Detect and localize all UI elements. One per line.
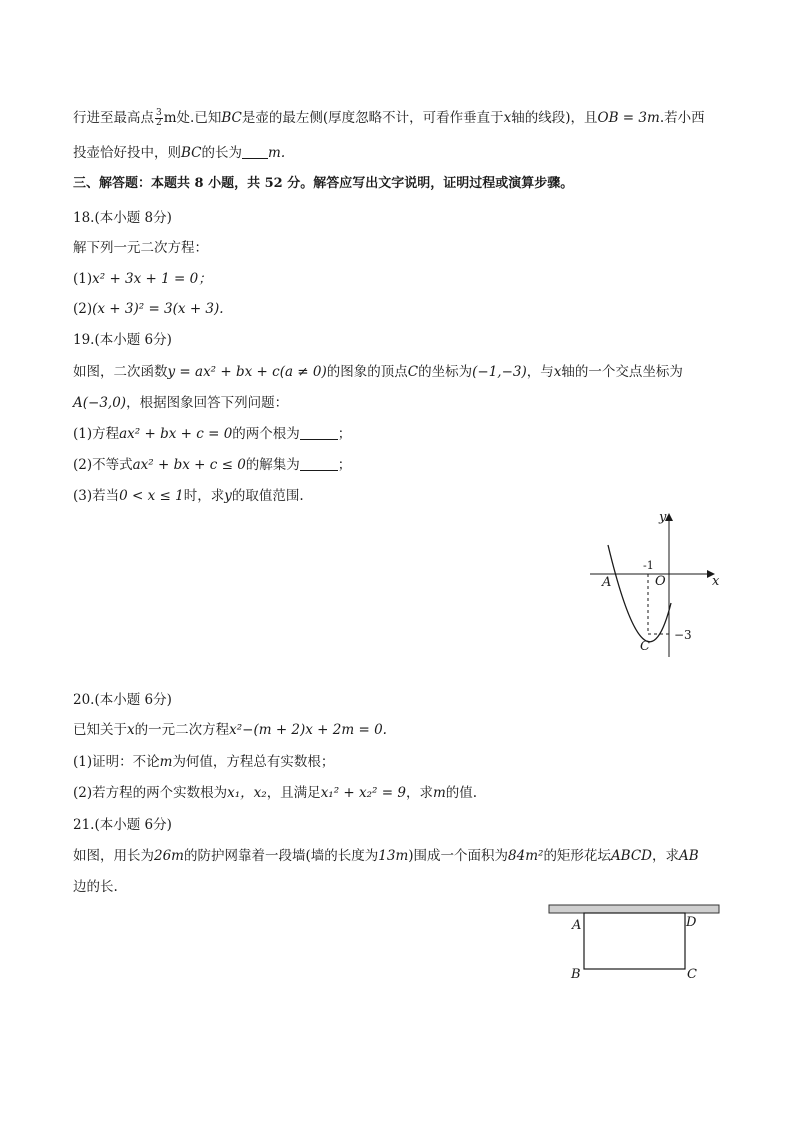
text: 是壶的最左侧(厚度忽略不计，可看作垂直于 [241,110,504,126]
text: 的值. [445,785,478,801]
math: m [432,785,446,801]
point-c-label: C [640,639,650,654]
prev-problem-line-2 [73,143,285,163]
text: .若小西 [659,110,705,126]
text: 的防护网靠着一段墙(墙的长度为 [183,848,379,864]
math: ABCD [610,848,653,864]
text: ，根据图象回答下列问题： [126,395,289,411]
prev-problem-line-1 [73,108,705,128]
q18-heading: 18.(本小题 8分) [73,210,172,226]
answer-blank [300,425,338,440]
math: x [127,722,135,738]
q20-heading: 20.(本小题 6分) [73,692,172,708]
math: x² + 3x + 1 = 0； [92,271,212,287]
parabola-figure [590,505,730,665]
math: ax² + bx + c = 0 [119,426,233,442]
section-header: 三、解答题：本题共 8 小题，共 52 分。解答应写出文字说明，证明过程或演算步骤。 [73,176,574,191]
fraction-denominator: 2 [156,118,162,128]
text: 的两个根为 [232,426,300,442]
q18-part1 [73,269,212,289]
math: 13m [378,848,409,864]
text: ，求 [405,785,433,801]
math: 26m [154,848,184,864]
text: ，与 [526,364,554,380]
tick-neg1: -1 [643,559,654,572]
text: 为何值，方程总有实数根； [172,754,335,770]
math: (x + 3)² = 3(x + 3). [92,301,224,317]
math: m. [268,145,286,161]
text: 轴的线段)，且 [511,110,598,126]
text: 时，求 [183,488,225,504]
math: x₁² + x₂² = 9 [320,785,406,801]
text: (1)证明：不论 [73,754,160,770]
answer-blank [300,456,338,471]
q19-line-2 [73,393,288,413]
wall [549,905,719,913]
text: m处.已知 [163,110,222,126]
text: ，求 [652,848,680,864]
fraction-numerator: 3 [156,108,162,118]
text: 如图，二次函数 [73,364,168,380]
text: 投壶恰好投中，则 [73,145,181,161]
q18-part2 [73,299,224,319]
text: 的图象的顶点 [326,364,408,380]
parabola-curve [608,545,671,642]
text: 如图，用长为 [73,848,154,864]
math: ax² + bx + c ≤ 0 [132,457,246,473]
point-a-label: A [602,575,612,590]
text: 的矩形花坛 [543,848,611,864]
text: 的取值范围. [231,488,304,504]
q19-part3 [73,486,304,506]
math: A(−3,0) [73,395,127,411]
q20-line-1 [73,720,387,740]
q19-part2 [73,455,351,475]
rectangle-abcd [584,913,685,969]
math: x [553,364,562,380]
flowerbed-figure [545,902,725,987]
q20-part1 [73,752,334,772]
text: (3)若当 [73,488,120,504]
text: 的一元二次方程 [134,722,230,738]
fraction [155,109,163,128]
text: 的解集为 [245,457,300,473]
text: 行进至最高点 [73,110,154,126]
q21-line-2: 边的长. [73,879,118,895]
vertex-d: D [686,915,697,930]
vertex-c: C [687,967,697,982]
math: C [407,364,419,380]
math: 0 < x ≤ 1 [119,488,184,504]
text: 已知关于 [73,722,127,738]
text: ； [337,426,352,442]
text: ，且满足 [266,785,321,801]
math: BC [181,145,202,161]
text: 轴的一个交点坐标为 [561,364,683,380]
q21-heading: 21.(本小题 6分) [73,817,172,833]
text: (1) [73,271,93,287]
math: (−1,−3) [472,364,527,380]
math: BC [221,110,242,126]
math: x [503,110,512,126]
x-axis-label: x [712,574,720,589]
q20-part2 [73,783,477,803]
q21-line-1 [73,846,699,866]
text: (2)不等式 [73,457,133,473]
y-axis-label: y [659,510,667,525]
text: 的长为 [201,145,243,161]
math: 84m² [508,848,544,864]
q19-part1 [73,424,351,444]
math: x²−(m + 2)x + 2m = 0. [229,722,387,738]
text: 的坐标为 [418,364,473,380]
math: m [159,754,173,770]
math: OB = 3m [597,110,660,126]
q19-line-1 [73,362,683,382]
vertex-b: B [571,967,581,982]
origin-label: O [655,574,666,589]
vertex-a: A [572,918,582,933]
text: ； [337,457,352,473]
q19-heading: 19.(本小题 6分) [73,332,172,348]
q18-intro: 解下列一元二次方程： [73,240,208,256]
text: )围成一个面积为 [408,848,509,864]
tick-neg3: −3 [674,628,692,642]
math: AB [679,848,699,864]
text: (1)方程 [73,426,120,442]
answer-blank [242,144,268,159]
math: x₁，x₂ [227,785,267,801]
math: y [224,488,232,504]
text: (2) [73,301,93,317]
text: (2)若方程的两个实数根为 [73,785,228,801]
math: y = ax² + bx + c(a ≠ 0) [167,364,327,380]
